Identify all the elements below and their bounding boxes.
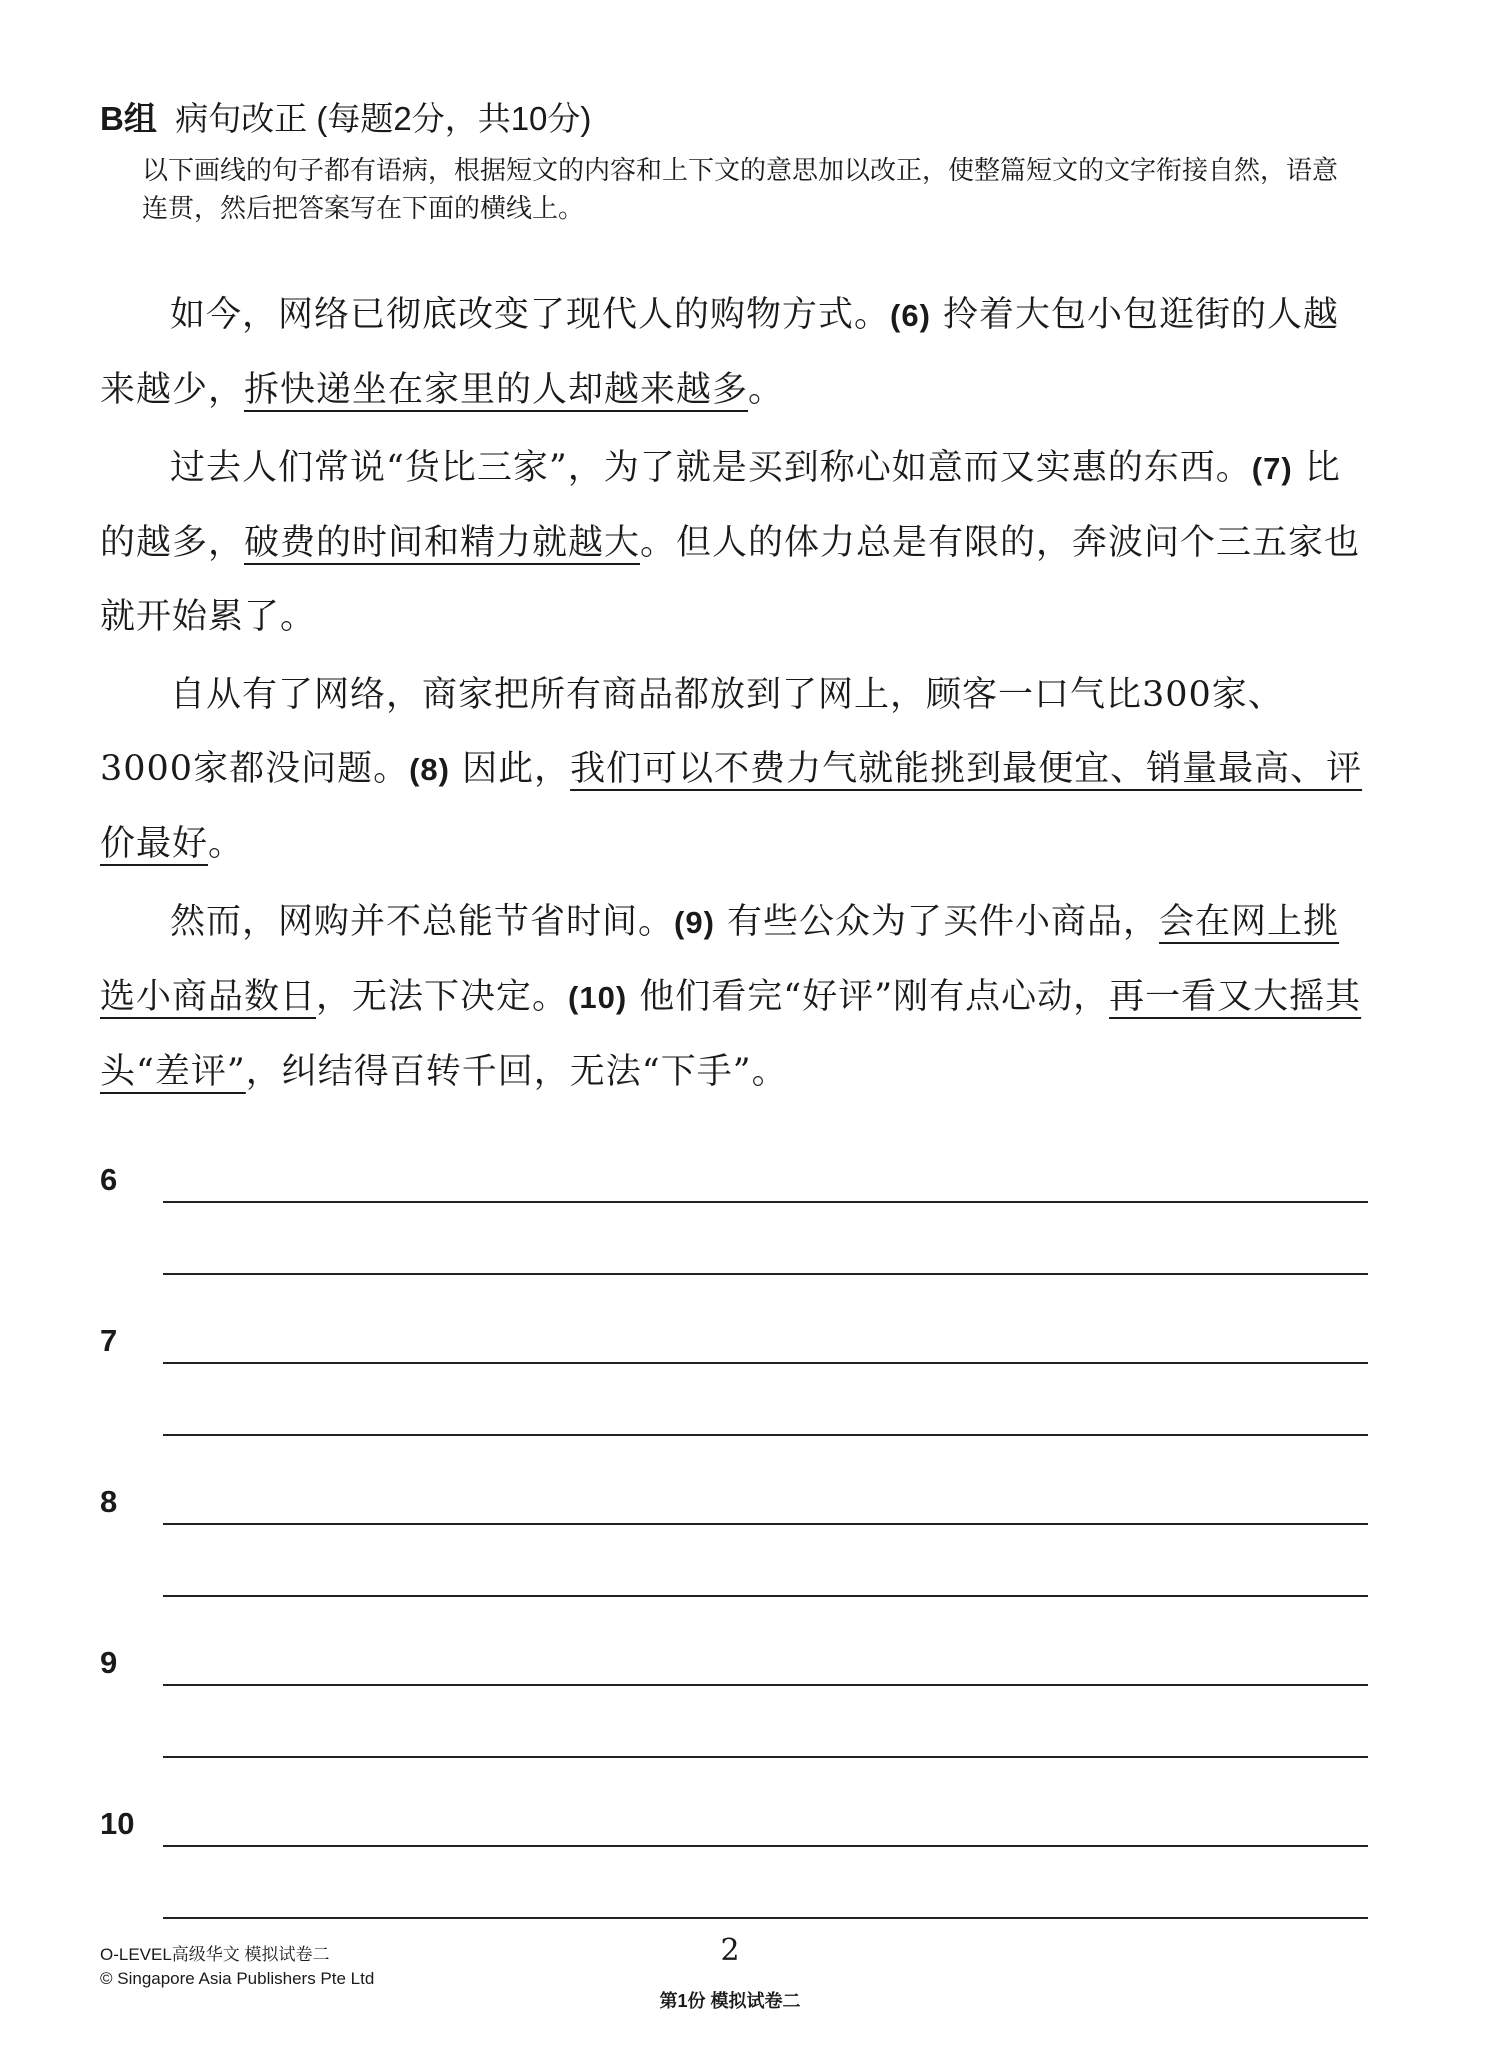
- paragraph-4: [100, 885, 1368, 1109]
- section-title-text: 病句改正 (每题2分，共10分): [175, 100, 592, 137]
- paragraph-2-text-b: 比的越多，: [100, 448, 1341, 563]
- paragraph-2-text-a: 过去人们常说“货比三家”，为了就是买到称心如意而又实惠的东西。: [170, 448, 1252, 488]
- answer-number: 6: [100, 1162, 118, 1197]
- answer-line[interactable]: [163, 1434, 1368, 1436]
- paragraph-2-text-c: 。但人的体力总是有限的，奔波问个三五家也就开始累了。: [100, 523, 1361, 637]
- footer-left: [100, 1943, 374, 1991]
- paragraph-1-text-a: 如今，网络已彻底改变了现代人的购物方式。: [170, 295, 891, 335]
- paragraph-4-text-e: ，纠结得百转千回，无法“下手”。: [245, 1052, 788, 1092]
- answer-line[interactable]: [163, 1845, 1368, 1847]
- paragraph-1: [100, 278, 1368, 427]
- answer-number: 9: [100, 1645, 118, 1680]
- answer-line[interactable]: [163, 1917, 1368, 1919]
- question-marker-9: (9): [674, 905, 715, 940]
- answer-number: 8: [100, 1484, 118, 1519]
- answer-item-7: [100, 1309, 1368, 1470]
- underlined-sentence-6: 拆快递坐在家里的人却越来越多: [244, 370, 749, 410]
- answer-line[interactable]: [163, 1523, 1368, 1525]
- answer-line[interactable]: [163, 1595, 1368, 1597]
- question-marker-10: (10): [568, 980, 628, 1015]
- answer-item-9: [100, 1631, 1368, 1792]
- passage: [100, 278, 1368, 1113]
- answer-item-8: [100, 1470, 1368, 1631]
- question-marker-6: (6): [890, 298, 931, 333]
- answer-number: 7: [100, 1323, 118, 1358]
- paragraph-1-text-b: 拎着大包小包逛街的人越来越少，: [100, 295, 1340, 410]
- paragraph-3: [100, 658, 1368, 881]
- footer-copyright: © Singapore Asia Publishers Pte Ltd: [100, 1969, 375, 1988]
- section-header: [100, 97, 1370, 227]
- section-title: [100, 97, 1370, 141]
- answer-line[interactable]: [163, 1362, 1368, 1364]
- paragraph-4-text-b: 有些公众为了买件小商品，: [714, 902, 1160, 942]
- underlined-sentence-7: 破费的时间和精力就越大: [244, 523, 641, 563]
- paragraph-3-text-a: 自从有了网络，商家把所有商品都放到了网上，顾客一口气比300家、3000家都没问题。: [100, 675, 1284, 789]
- paper-label: 第1份 模拟试卷二: [659, 1991, 801, 2011]
- answer-line[interactable]: [163, 1756, 1368, 1758]
- answer-line[interactable]: [163, 1684, 1368, 1686]
- question-marker-8: (8): [409, 752, 450, 787]
- answer-item-6: [100, 1148, 1368, 1309]
- paragraph-1-text-c: 。: [748, 370, 785, 410]
- instructions: 以下画线的句子都有语病，根据短文的内容和上下文的意思加以改正，使整篇短文的文字衔接自然，语意连贯，然后把答案写在下面的横线上。: [142, 155, 1339, 223]
- underlined-sentence-9: 会在网上挑选小商品数日: [100, 902, 1340, 1017]
- underlined-sentence-10: 再一看又大摇其头“差评”: [100, 977, 1362, 1092]
- answer-line[interactable]: [163, 1201, 1368, 1203]
- answer-number: 10: [100, 1806, 135, 1841]
- paragraph-3-text-b: 因此，: [449, 749, 571, 789]
- footer-title: O-LEVEL高级华文 模拟试卷二: [100, 1945, 330, 1964]
- question-marker-7: (7): [1251, 451, 1293, 486]
- paragraph-4-text-c: ，无法下决定。: [316, 977, 569, 1017]
- page-number: 2: [720, 1933, 740, 1968]
- paragraph-4-text-a: 然而，网购并不总能节省时间。: [170, 902, 675, 942]
- answer-item-10: [100, 1792, 1368, 1953]
- answer-section: [100, 1148, 1368, 1953]
- underlined-sentence-8: 我们可以不费力气就能挑到最便宜、销量最高、评价最好: [100, 749, 1363, 864]
- section-label: B组: [100, 100, 157, 137]
- paragraph-4-text-d: 他们看完“好评”刚有点心动，: [627, 977, 1110, 1017]
- paragraph-3-text-c: 。: [208, 824, 245, 864]
- paragraph-2: [100, 431, 1368, 654]
- answer-line[interactable]: [163, 1273, 1368, 1275]
